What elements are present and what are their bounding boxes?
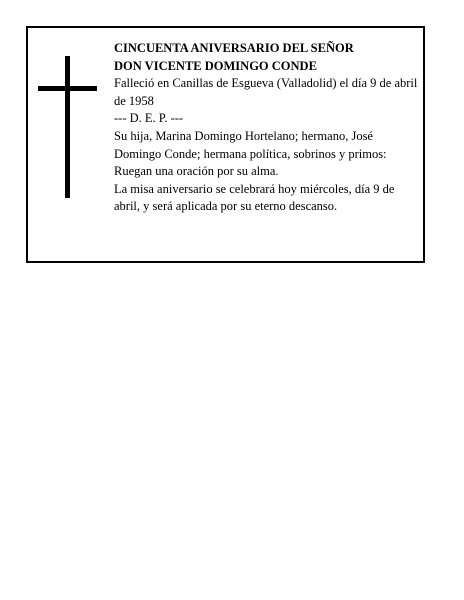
- obituary-notice: [26, 26, 425, 263]
- death-info: Falleció en Canillas de Esgueva (Valladolid) el día 9 de abril de 1958: [114, 76, 418, 108]
- prayer-request: Ruegan una oración por su alma.: [114, 164, 279, 179]
- notice-title-line-1: CINCUENTA ANIVERSARIO DEL SEÑOR: [114, 41, 354, 55]
- family-line: Su hija, Marina Domingo Hortelano; hermano, José Domingo Conde; hermana política, sobrinos y primos:: [114, 128, 387, 161]
- notice-text: [114, 40, 420, 216]
- mass-info: La misa aniversario se celebrará hoy miércoles, día 9 de abril, y será aplicada por su eterno descanso.: [114, 181, 395, 214]
- cross-horizontal-bar: [38, 86, 97, 91]
- notice-title-line-2: DON VICENTE DOMINGO CONDE: [114, 58, 317, 73]
- rip-line: --- D. E. P. ---: [114, 111, 184, 126]
- cross-icon: [38, 56, 98, 198]
- cross-vertical-bar: [65, 56, 70, 198]
